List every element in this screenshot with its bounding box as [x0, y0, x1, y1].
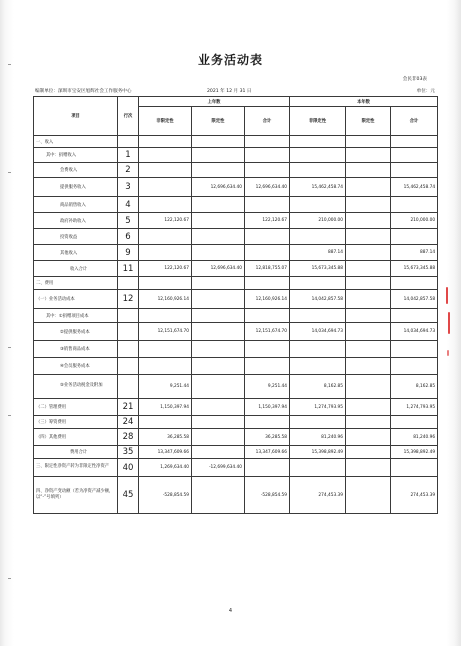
amount-cell-c1 — [290, 136, 346, 148]
row-label: （四）其他费用 — [34, 429, 118, 446]
amount-cell-c3 — [391, 358, 438, 375]
amount-cell-p1 — [139, 148, 192, 163]
row-line-number — [118, 309, 139, 323]
amount-cell-p2 — [192, 148, 245, 163]
row-label: 提供服务收入 — [34, 178, 118, 197]
header-item: 项目 — [34, 97, 118, 136]
binding-mark — [8, 172, 11, 173]
amount-cell-p3: -528,854.59 — [245, 477, 290, 514]
row-label: 商品销售收入 — [34, 197, 118, 213]
document-title: 业务活动表 — [197, 53, 263, 67]
amount-cell-c2 — [346, 213, 391, 229]
amount-cell-p3 — [245, 309, 290, 323]
amount-cell-c1: 15,398,892.49 — [290, 446, 346, 459]
table-row — [34, 309, 438, 323]
amount-cell-p2: 12,696,634.40 — [192, 178, 245, 197]
amount-cell-c2 — [346, 309, 391, 323]
header-prev-total: 合计 — [245, 107, 290, 136]
amount-cell-c1 — [290, 229, 346, 245]
amount-cell-c2 — [346, 136, 391, 148]
amount-cell-c3 — [391, 277, 438, 290]
row-label: 一、收入 — [34, 136, 118, 148]
amount-cell-p1 — [139, 178, 192, 197]
amount-cell-c1 — [290, 358, 346, 375]
amount-cell-c2 — [346, 375, 391, 399]
binding-mark — [8, 415, 11, 416]
amount-cell-p3 — [245, 229, 290, 245]
row-line-number: 21 — [118, 399, 139, 416]
amount-cell-c1: 8,162.85 — [290, 375, 346, 399]
amount-cell-p1 — [139, 229, 192, 245]
table-row — [34, 358, 438, 375]
amount-cell-p2 — [192, 136, 245, 148]
row-label: 四、净资产变动额（若为净资产减少额，以“-”号填列） — [34, 477, 118, 514]
table-row — [34, 416, 438, 429]
amount-cell-c1 — [290, 309, 346, 323]
amount-cell-p3 — [245, 163, 290, 178]
amount-cell-c1: 274,453.39 — [290, 477, 346, 514]
amount-cell-p3 — [245, 197, 290, 213]
amount-cell-c2 — [346, 323, 391, 341]
header-prev-unrestricted: 非限定性 — [139, 107, 192, 136]
amount-cell-p3: 12,151,674.70 — [245, 323, 290, 341]
table-row — [34, 399, 438, 416]
amount-cell-p1 — [139, 197, 192, 213]
row-label: 投资收益 — [34, 229, 118, 245]
amount-cell-p3 — [245, 277, 290, 290]
amount-cell-c1 — [290, 148, 346, 163]
header-cur-unrestricted: 非限定性 — [290, 107, 346, 136]
amount-cell-c3 — [391, 341, 438, 358]
row-label: 三、限定性净资产转为非限定性净资产 — [34, 459, 118, 477]
amount-cell-p1: 1,269,634.40 — [139, 459, 192, 477]
table-row — [34, 375, 438, 399]
row-line-number — [118, 323, 139, 341]
amount-cell-p3: 12,160,926.14 — [245, 290, 290, 309]
header-prev-restricted: 限定性 — [192, 107, 245, 136]
amount-cell-c3: 1,274,793.95 — [391, 399, 438, 416]
amount-cell-p2 — [192, 245, 245, 261]
table-row — [34, 459, 438, 477]
amount-cell-c2 — [346, 245, 391, 261]
header-cur-total: 合计 — [391, 107, 438, 136]
red-stamp-mark — [446, 287, 448, 304]
amount-cell-c3: 15,673,345.88 — [391, 261, 438, 277]
amount-cell-c3 — [391, 459, 438, 477]
amount-cell-c3 — [391, 229, 438, 245]
amount-cell-c1 — [290, 459, 346, 477]
red-stamp-mark — [447, 350, 449, 356]
amount-cell-p2 — [192, 229, 245, 245]
table-row — [34, 323, 438, 341]
amount-cell-p3 — [245, 358, 290, 375]
amount-cell-p3 — [245, 136, 290, 148]
amount-cell-p1: 1,150,397.94 — [139, 399, 192, 416]
amount-cell-c1 — [290, 277, 346, 290]
amount-cell-p1 — [139, 277, 192, 290]
amount-cell-p2 — [192, 213, 245, 229]
amount-cell-p2 — [192, 197, 245, 213]
amount-cell-c3: 14,042,857.58 — [391, 290, 438, 309]
amount-cell-c2 — [346, 261, 391, 277]
row-label: （二）管理费用 — [34, 399, 118, 416]
amount-cell-p2 — [192, 341, 245, 358]
amount-cell-c2 — [346, 358, 391, 375]
row-line-number: 24 — [118, 416, 139, 429]
table-row — [34, 290, 438, 309]
amount-cell-c2 — [346, 197, 391, 213]
amount-cell-p1: 12,151,674.70 — [139, 323, 192, 341]
amount-cell-p2 — [192, 309, 245, 323]
amount-cell-c1: 15,673,345.88 — [290, 261, 346, 277]
amount-cell-c3: 15,462,458.74 — [391, 178, 438, 197]
table-row — [34, 197, 438, 213]
row-line-number: 35 — [118, 446, 139, 459]
row-line-number — [118, 375, 139, 399]
amount-cell-p3 — [245, 245, 290, 261]
amount-cell-p1: 122,120.67 — [139, 261, 192, 277]
amount-cell-p3 — [245, 416, 290, 429]
report-date: 2021 年 12 月 31 日 — [207, 89, 252, 94]
amount-cell-c3 — [391, 136, 438, 148]
amount-cell-c1 — [290, 416, 346, 429]
table-row — [34, 429, 438, 446]
row-line-number: 45 — [118, 477, 139, 514]
table-row — [34, 148, 438, 163]
amount-cell-p2: 12,696,634.40 — [192, 261, 245, 277]
amount-cell-p1 — [139, 136, 192, 148]
amount-cell-c2 — [346, 429, 391, 446]
table-row — [34, 277, 438, 290]
amount-cell-c2 — [346, 290, 391, 309]
row-label: 收入合计 — [34, 261, 118, 277]
amount-cell-c1: 1,274,793.95 — [290, 399, 346, 416]
amount-cell-c3: 210,000.00 — [391, 213, 438, 229]
amount-cell-p2 — [192, 399, 245, 416]
amount-cell-p2 — [192, 358, 245, 375]
amount-cell-c2 — [346, 341, 391, 358]
row-line-number: 1 — [118, 148, 139, 163]
amount-cell-p1: 13,347,609.66 — [139, 446, 192, 459]
amount-cell-p1: 36,285.58 — [139, 429, 192, 446]
amount-cell-p3: 12,696,634.40 — [245, 178, 290, 197]
row-label: 其中：①捐赠项目成本 — [34, 309, 118, 323]
amount-cell-c1: 14,042,857.58 — [290, 290, 346, 309]
table-row — [34, 446, 438, 459]
amount-cell-c2 — [346, 416, 391, 429]
amount-cell-p1 — [139, 358, 192, 375]
header-prev-year: 上年数 — [139, 97, 290, 107]
amount-cell-p2 — [192, 477, 245, 514]
amount-cell-p3: 36,285.58 — [245, 429, 290, 446]
binding-mark — [8, 578, 11, 579]
amount-cell-p1 — [139, 416, 192, 429]
amount-cell-c3 — [391, 163, 438, 178]
amount-cell-p3: 122,120.67 — [245, 213, 290, 229]
amount-cell-p1: 9,251.44 — [139, 375, 192, 399]
row-line-number: 2 — [118, 163, 139, 178]
binding-mark — [8, 347, 11, 348]
row-label: 政府补助收入 — [34, 213, 118, 229]
table-row — [34, 213, 438, 229]
amount-cell-p3 — [245, 148, 290, 163]
table-row — [34, 341, 438, 358]
row-line-number — [118, 358, 139, 375]
row-line-number — [118, 277, 139, 290]
amount-cell-c1: 81,240.96 — [290, 429, 346, 446]
amount-cell-c2 — [346, 399, 391, 416]
row-line-number: 12 — [118, 290, 139, 309]
amount-cell-c3: 274,453.39 — [391, 477, 438, 514]
row-label: ⑤业务活动税金及附加 — [34, 375, 118, 399]
amount-cell-c3 — [391, 197, 438, 213]
header-cur-restricted: 限定性 — [346, 107, 391, 136]
row-label: 其他收入 — [34, 245, 118, 261]
amount-cell-c2 — [346, 459, 391, 477]
form-code: 会民非03表 — [402, 77, 427, 82]
header-this-year: 本年数 — [290, 97, 438, 107]
amount-cell-c2 — [346, 446, 391, 459]
amount-cell-c2 — [346, 178, 391, 197]
amount-cell-p2 — [192, 446, 245, 459]
amount-cell-c3: 14,034,694.73 — [391, 323, 438, 341]
row-line-number: 11 — [118, 261, 139, 277]
amount-cell-p1: 122,120.67 — [139, 213, 192, 229]
table-row — [34, 261, 438, 277]
amount-cell-p1: 12,160,926.14 — [139, 290, 192, 309]
red-stamp-mark — [448, 312, 450, 334]
amount-cell-c3: 81,240.96 — [391, 429, 438, 446]
header-line: 行次 — [118, 97, 139, 136]
table-row — [34, 477, 438, 514]
amount-cell-c3: 887.14 — [391, 245, 438, 261]
amount-cell-p3: 12,818,755.07 — [245, 261, 290, 277]
row-line-number: 6 — [118, 229, 139, 245]
amount-cell-c2 — [346, 477, 391, 514]
amount-cell-c2 — [346, 229, 391, 245]
row-label: （三）筹资费用 — [34, 416, 118, 429]
amount-cell-c2 — [346, 163, 391, 178]
reporting-unit: 编制单位：深圳市宝安区旭辉社会工作服务中心 — [35, 89, 132, 94]
row-line-number: 40 — [118, 459, 139, 477]
row-line-number: 4 — [118, 197, 139, 213]
amount-cell-c3: 15,398,892.49 — [391, 446, 438, 459]
table-row — [34, 229, 438, 245]
row-label: ④会员服务成本 — [34, 358, 118, 375]
row-line-number — [118, 136, 139, 148]
row-label: 二、费用 — [34, 277, 118, 290]
amount-cell-c3 — [391, 148, 438, 163]
row-label: ③销售商品成本 — [34, 341, 118, 358]
amount-cell-p2 — [192, 323, 245, 341]
amount-cell-c1 — [290, 341, 346, 358]
amount-cell-c1: 15,462,458.74 — [290, 178, 346, 197]
amount-cell-p2 — [192, 429, 245, 446]
amount-cell-p3 — [245, 459, 290, 477]
amount-cell-p1 — [139, 309, 192, 323]
table-row — [34, 136, 438, 148]
amount-cell-p2: -12,699,634.40 — [192, 459, 245, 477]
amount-cell-c1 — [290, 197, 346, 213]
amount-cell-p1 — [139, 245, 192, 261]
amount-cell-c3 — [391, 309, 438, 323]
activity-statement-table — [33, 96, 438, 514]
amount-cell-p2 — [192, 290, 245, 309]
amount-cell-p2 — [192, 416, 245, 429]
amount-cell-c3 — [391, 416, 438, 429]
amount-cell-p2 — [192, 163, 245, 178]
amount-cell-c1: 14,034,694.73 — [290, 323, 346, 341]
amount-cell-p2 — [192, 375, 245, 399]
row-label: （一）业务活动成本 — [34, 290, 118, 309]
table-row — [34, 163, 438, 178]
amount-cell-c2 — [346, 148, 391, 163]
row-line-number: 3 — [118, 178, 139, 197]
amount-cell-p1 — [139, 163, 192, 178]
amount-cell-c1 — [290, 163, 346, 178]
row-label: 费用合计 — [34, 446, 118, 459]
amount-cell-c1: 887.14 — [290, 245, 346, 261]
amount-cell-c3: 8,162.85 — [391, 375, 438, 399]
amount-cell-p1 — [139, 341, 192, 358]
amount-cell-p2 — [192, 277, 245, 290]
row-line-number: 28 — [118, 429, 139, 446]
amount-cell-p1: -528,854.59 — [139, 477, 192, 514]
amount-cell-c1: 210,000.00 — [290, 213, 346, 229]
amount-cell-p3: 1,150,397.94 — [245, 399, 290, 416]
page-number: 4 — [228, 608, 233, 614]
amount-cell-p3: 9,251.44 — [245, 375, 290, 399]
amount-cell-p3: 13,347,609.66 — [245, 446, 290, 459]
row-label: 会费收入 — [34, 163, 118, 178]
row-line-number: 9 — [118, 245, 139, 261]
row-line-number — [118, 341, 139, 358]
row-label: 其中：捐赠收入 — [34, 148, 118, 163]
table-row — [34, 245, 438, 261]
currency-unit: 单位：元 — [416, 89, 435, 94]
amount-cell-c2 — [346, 277, 391, 290]
row-label: ②提供服务成本 — [34, 323, 118, 341]
table-row — [34, 178, 438, 197]
amount-cell-p3 — [245, 341, 290, 358]
row-line-number: 5 — [118, 213, 139, 229]
